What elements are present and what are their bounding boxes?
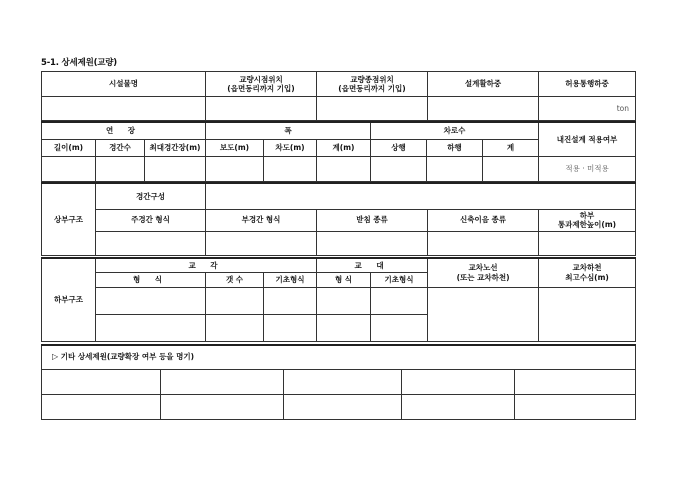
other-cell-r1-c3[interactable] bbox=[284, 369, 402, 394]
max-span-header: 최대경간장(m) bbox=[145, 139, 206, 156]
sub-span-type-header: 부경간 형식 bbox=[206, 209, 317, 231]
crossing-route-header bbox=[428, 258, 539, 287]
roadway-width-cell[interactable] bbox=[264, 156, 317, 181]
max-depth-line2: 최고수심(m) bbox=[565, 272, 609, 282]
length-group-header: 연 장 bbox=[42, 122, 206, 139]
abutment-foundation-cell-1[interactable] bbox=[371, 287, 428, 314]
dimensions-table bbox=[41, 121, 636, 182]
total-lanes-cell[interactable] bbox=[483, 156, 539, 181]
main-span-type-header: 주경간 형식 bbox=[96, 209, 206, 231]
width-group-header: 폭 bbox=[206, 122, 371, 139]
max-span-cell[interactable] bbox=[145, 156, 206, 181]
lanes-group-header: 차로수 bbox=[371, 122, 539, 139]
total-length-cell[interactable] bbox=[42, 156, 96, 181]
start-position-cell[interactable] bbox=[206, 97, 317, 121]
total-width-header: 계(m) bbox=[317, 139, 371, 156]
sub-span-type-cell[interactable] bbox=[206, 231, 317, 255]
span-count-header: 경간수 bbox=[96, 139, 145, 156]
pier-foundation-header: 기초형식 bbox=[264, 272, 317, 287]
end-position-note: (읍면동리까지 기입) bbox=[338, 84, 406, 93]
sidewalk-width-cell[interactable] bbox=[206, 156, 264, 181]
pier-type-header: 형 식 bbox=[96, 272, 206, 287]
down-lanes-header: 하행 bbox=[427, 139, 483, 156]
other-details-table bbox=[41, 344, 636, 420]
allowable-load-header: 허용통행하중 bbox=[539, 72, 636, 97]
design-load-header: 설계활하중 bbox=[428, 72, 539, 97]
superstructure-table bbox=[41, 182, 636, 256]
triangle-marker-icon: ▷ bbox=[52, 352, 59, 362]
abutment-group-header: 교 대 bbox=[317, 258, 428, 272]
design-load-cell[interactable] bbox=[428, 97, 539, 121]
clearance-line2: 통과제한높이(m) bbox=[557, 220, 617, 229]
pier-foundation-cell-1[interactable] bbox=[264, 287, 317, 314]
other-cell-r1-c1[interactable] bbox=[42, 369, 161, 394]
start-position-header bbox=[206, 72, 317, 97]
roadway-width-header: 차도(m) bbox=[264, 139, 317, 156]
other-cell-r2-c4[interactable] bbox=[402, 394, 515, 419]
crossing-route-line1: 교차노선 bbox=[468, 263, 498, 273]
span-config-header: 경간구성 bbox=[96, 183, 206, 209]
other-details-header bbox=[42, 345, 636, 369]
other-cell-r2-c5[interactable] bbox=[515, 394, 636, 419]
abutment-foundation-cell-2[interactable] bbox=[371, 314, 428, 341]
span-count-cell[interactable] bbox=[96, 156, 145, 181]
crossing-route-cell[interactable] bbox=[428, 287, 539, 341]
up-lanes-header: 상행 bbox=[371, 139, 427, 156]
bearing-type-cell[interactable] bbox=[317, 231, 428, 255]
main-span-type-cell[interactable] bbox=[96, 231, 206, 255]
pier-type-cell-1[interactable] bbox=[96, 287, 206, 314]
pier-count-cell-1[interactable] bbox=[206, 287, 264, 314]
substructure-table bbox=[41, 257, 636, 342]
end-position-label: 교량종점위치 bbox=[350, 74, 394, 84]
seismic-header: 내진설계 적용여부 bbox=[539, 122, 636, 156]
total-lanes-header: 계 bbox=[483, 139, 539, 156]
end-position-header bbox=[317, 72, 428, 97]
pier-count-cell-2[interactable] bbox=[206, 314, 264, 341]
basic-info-table bbox=[41, 71, 636, 121]
max-depth-header bbox=[539, 258, 636, 287]
up-lanes-cell[interactable] bbox=[371, 156, 427, 181]
end-position-cell[interactable] bbox=[317, 97, 428, 121]
seismic-cell[interactable]: 적용 · 미적용 bbox=[539, 156, 636, 181]
abutment-type-header: 형 식 bbox=[317, 272, 371, 287]
down-lanes-cell[interactable] bbox=[427, 156, 483, 181]
total-length-header: 길이(m) bbox=[42, 139, 96, 156]
other-details-heading: 기타 상세제원(교량확장 여부 등을 명기) bbox=[60, 352, 194, 362]
other-cell-r1-c4[interactable] bbox=[402, 369, 515, 394]
abutment-foundation-header: 기초형식 bbox=[371, 272, 428, 287]
abutment-type-cell-2[interactable] bbox=[317, 314, 371, 341]
total-width-cell[interactable] bbox=[317, 156, 371, 181]
sidewalk-width-header: 보도(m) bbox=[206, 139, 264, 156]
page-title: 5-1. 상세제원(교량) bbox=[41, 58, 117, 68]
start-position-note: (읍면동리까지 기입) bbox=[227, 84, 295, 93]
span-config-cell[interactable] bbox=[206, 183, 636, 209]
pier-group-header: 교 각 bbox=[96, 258, 317, 272]
clearance-line1: 하부 bbox=[579, 210, 595, 220]
abutment-type-cell-1[interactable] bbox=[317, 287, 371, 314]
clearance-height-cell[interactable] bbox=[539, 231, 636, 255]
pier-type-cell-2[interactable] bbox=[96, 314, 206, 341]
superstructure-label: 상부구조 bbox=[42, 183, 96, 255]
facility-name-cell[interactable] bbox=[42, 97, 206, 121]
other-cell-r1-c2[interactable] bbox=[161, 369, 284, 394]
expansion-joint-cell[interactable] bbox=[428, 231, 539, 255]
clearance-height-header bbox=[539, 209, 636, 231]
pier-foundation-cell-2[interactable] bbox=[264, 314, 317, 341]
expansion-joint-header: 신축이음 종류 bbox=[428, 209, 539, 231]
allowable-load-cell[interactable]: ton bbox=[539, 97, 636, 121]
facility-name-header: 시설물명 bbox=[42, 72, 206, 97]
max-depth-line1: 교차하천 bbox=[572, 263, 602, 273]
bearing-type-header: 받침 종류 bbox=[317, 209, 428, 231]
other-cell-r2-c3[interactable] bbox=[284, 394, 402, 419]
crossing-route-line2: (또는 교차하천) bbox=[456, 272, 510, 282]
substructure-label: 하부구조 bbox=[42, 258, 96, 341]
start-position-label: 교량시점위치 bbox=[239, 74, 283, 84]
other-cell-r1-c5[interactable] bbox=[515, 369, 636, 394]
pier-count-header: 갯 수 bbox=[206, 272, 264, 287]
other-cell-r2-c2[interactable] bbox=[161, 394, 284, 419]
max-depth-cell[interactable] bbox=[539, 287, 636, 341]
other-cell-r2-c1[interactable] bbox=[42, 394, 161, 419]
